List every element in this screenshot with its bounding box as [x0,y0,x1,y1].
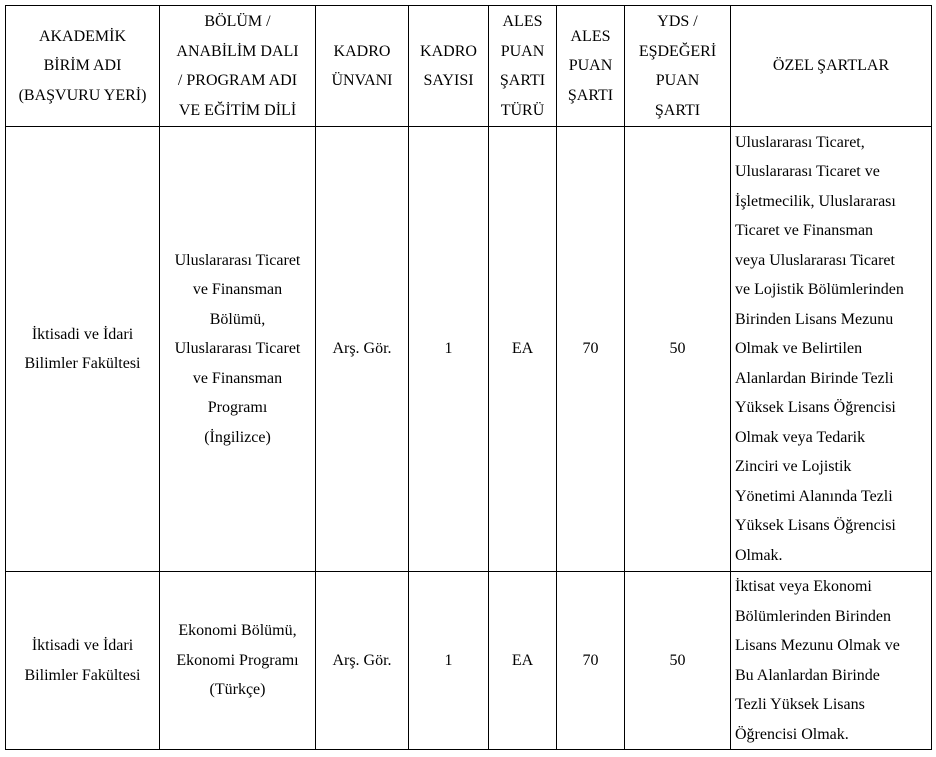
cell-text: 50 [669,651,686,669]
cell-sayi [409,572,489,750]
cell-unvan [316,127,409,572]
cell-bolum [160,127,316,572]
cell-ales-tur [489,572,557,750]
cell-text: Ekonomi Bölümü, Ekonomi Programı (Türkçe) [176,622,299,699]
header-bolum [160,6,316,127]
header-label: KADRO ÜNVANI [331,42,393,89]
cell-birim [6,572,160,750]
cell-text: EA [511,651,534,669]
cell-text: Arş. Gör. [332,651,392,669]
header-ozel-sartlar [731,6,932,127]
cell-text: EA [511,340,534,358]
table-row [6,127,932,572]
header-label: YDS / EŞDEĞERİ PUAN ŞARTI [638,13,717,119]
cell-text: 1 [444,340,453,358]
cell-text: Arş. Gör. [332,340,392,358]
cell-text: İktisat veya Ekonomi Bölümlerinden Birinden Lisans Mezunu Olmak ve Bu Alanlardan Birinde Tezli Yüksek Lisans Öğrencisi Olmak. [735,578,900,743]
cell-bolum [160,572,316,750]
header-label: ÖZEL ŞARTLAR [772,57,890,75]
table-header-row [6,6,932,127]
header-kadro-unvani [316,6,409,127]
header-label: ALES PUAN ŞARTI TÜRÜ [499,13,546,119]
cell-text: 50 [669,340,686,358]
cell-ales-puan [557,572,625,750]
positions-table [5,5,932,750]
header-akademik-birim [6,6,160,127]
cell-text: 70 [582,340,599,358]
header-kadro-sayisi [409,6,489,127]
header-label: BÖLÜM / ANABİLİM DALI / PROGRAM ADI VE EĞİTİM DİLİ [176,13,299,119]
cell-text: İktisadi ve İdari Bilimler Fakültesi [24,325,141,372]
cell-text: Uluslararası Ticaret, Uluslararası Ticaret ve İşletmecilik, Uluslararası Ticaret ve Finansman veya Uluslararası Ticaret ve Lojistik Bölümlerinden Birinden Lisans Mezunu Olmak ve Belirtilen Alanlardan Birinde Tezli Yüksek Lisans Öğrencisi Olmak veya Tedarik Zinciri ve Lojistik Yönetimi Alanında Tezli Yüksek Lisans Öğrencisi Olmak. [735,133,904,564]
cell-ales-tur [489,127,557,572]
header-label: ALES PUAN ŞARTI [567,27,614,104]
document-page [5,5,932,750]
cell-text: İktisadi ve İdari Bilimler Fakültesi [24,637,141,684]
header-label: AKADEMİK BİRİM ADI (BAŞVURU YERİ) [18,27,147,104]
cell-text: 70 [582,651,599,669]
header-label: KADRO SAYISI [420,42,477,89]
table-row [6,572,932,750]
header-yds [625,6,731,127]
cell-ozel [731,572,932,750]
cell-sayi [409,127,489,572]
cell-unvan [316,572,409,750]
cell-text: 1 [444,651,453,669]
cell-ozel [731,127,932,572]
cell-yds [625,127,731,572]
header-ales-turu [489,6,557,127]
header-ales-puan [557,6,625,127]
cell-yds [625,572,731,750]
cell-birim [6,127,160,572]
cell-text: Uluslararası Ticaret ve Finansman Bölümü, Uluslararası Ticaret ve Finansman Programı (İngilizce) [174,251,301,446]
cell-ales-puan [557,127,625,572]
